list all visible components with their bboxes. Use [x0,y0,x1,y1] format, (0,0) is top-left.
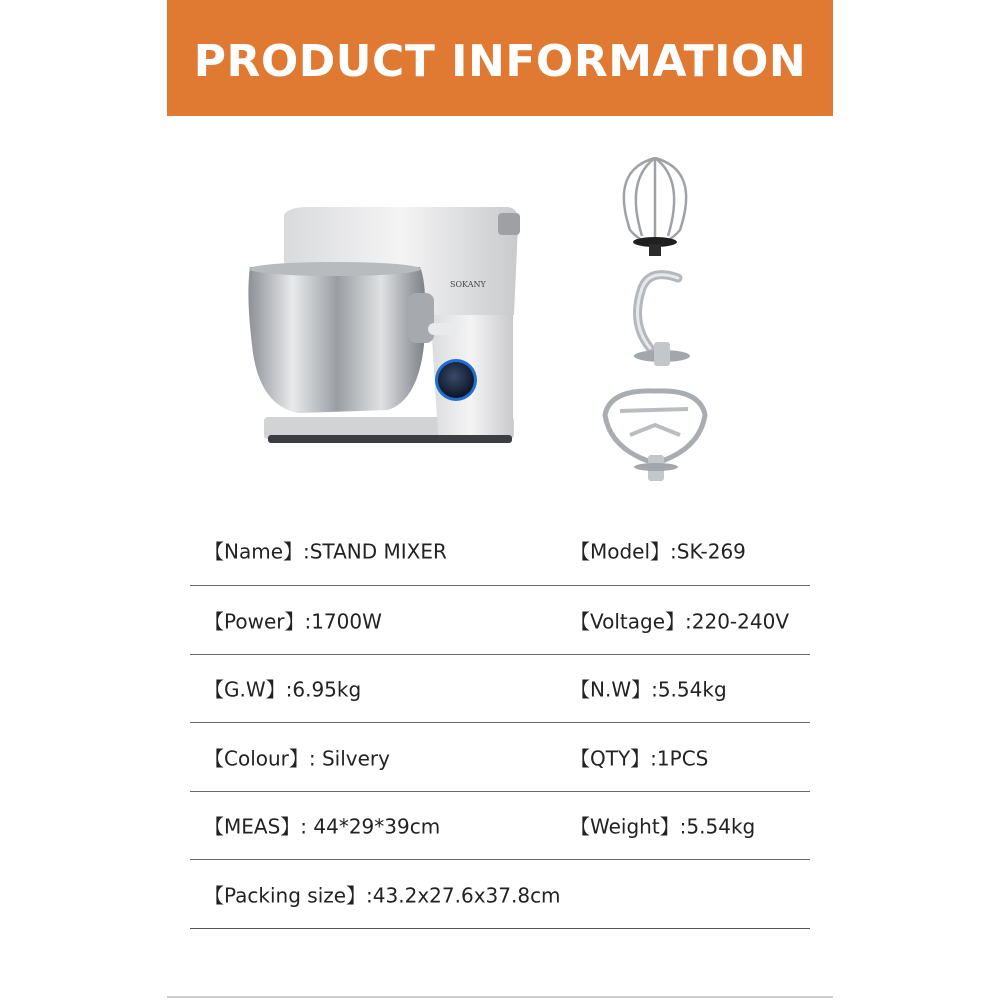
spec-row [190,860,810,929]
brand-logo: SOKANY [450,280,486,289]
spec-colour: 【Colour】: Silvery [204,746,390,771]
spec-row [190,655,810,724]
spec-weight: 【Weight】:5.54kg [570,814,756,839]
spec-packing-size: 【Packing size】:43.2x27.6x37.8cm [204,883,561,908]
spec-name: 【Name】:STAND MIXER [204,539,447,564]
spec-power: 【Power】:1700W [204,609,382,634]
spec-model: 【Model】:SK-269 [570,539,746,564]
spec-row [190,723,810,792]
dough-hook-image [600,268,710,376]
spec-meas: 【MEAS】: 44*29*39cm [204,814,441,839]
header-banner [167,0,833,116]
spec-row [190,792,810,861]
bottom-divider [167,996,833,998]
spec-voltage: 【Voltage】:220-240V [570,609,790,634]
stand-mixer-image [238,195,528,460]
spec-gross-weight: 【G.W】:6.95kg [204,677,362,702]
spec-row [190,515,810,586]
spec-table [190,515,810,929]
balloon-whisk-image [600,150,710,260]
spec-net-weight: 【N.W】:5.54kg [570,677,727,702]
page-title: PRODUCT INFORMATION [193,35,807,87]
spec-row [190,586,810,655]
spec-qty: 【QTY】:1PCS [570,746,709,771]
flat-beater-image [600,385,710,485]
